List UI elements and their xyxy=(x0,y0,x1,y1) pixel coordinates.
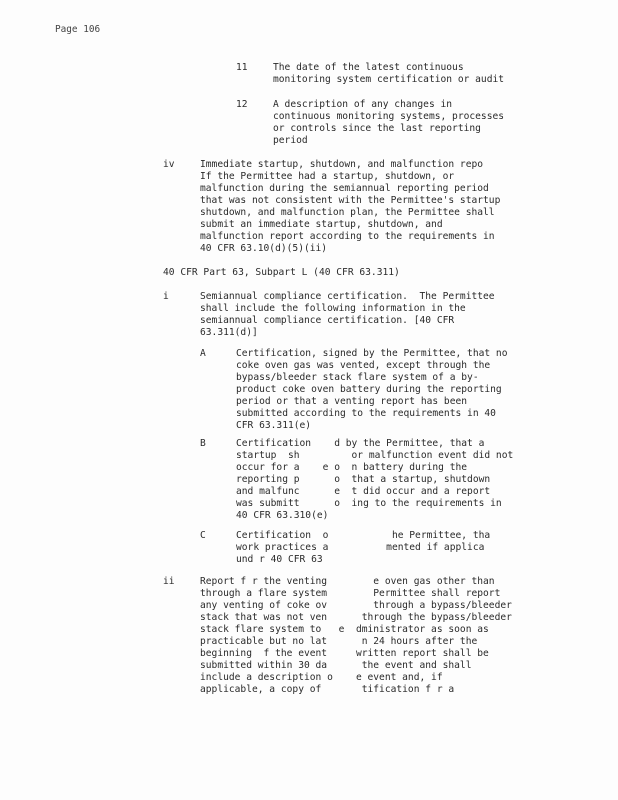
item-text-line: 40 CFR 63.10(d)(5)(ii) xyxy=(200,243,328,254)
page-number: Page 106 xyxy=(55,24,101,35)
item-text-line: or controls since the last reporting xyxy=(273,123,481,134)
item-text-line: product coke oven battery during the reporting xyxy=(236,384,502,395)
item-text-line: through a flare system Permittee shall report xyxy=(200,588,501,599)
item-text-line: monitoring system certification or audit xyxy=(273,74,505,85)
item-text-line: If the Permittee had a startup, shutdown, or xyxy=(200,171,455,182)
item-text-line: continuous monitoring systems, processes xyxy=(273,111,505,122)
item-text-line: period or that a venting report has been xyxy=(236,396,468,407)
item-text-line: any venting of coke ov through a bypass/bleeder xyxy=(200,600,512,611)
item-text-line: stack that was not ven through the bypass/bleeder xyxy=(200,612,512,623)
item-text-line: 63.311(d)] xyxy=(200,327,258,338)
item-text-line: stack flare system to e dministrator as soon as xyxy=(200,624,489,635)
item-marker: A xyxy=(200,348,206,359)
item-marker: iv xyxy=(163,159,175,170)
item-marker: ii xyxy=(163,576,175,587)
item-text-line: startup sh or malfunction event did not xyxy=(236,450,514,461)
item-text-line: beginning f the event written report shall be xyxy=(200,648,489,659)
item-text-line: include a description o e event and, if xyxy=(200,672,443,683)
item-text-line: semiannual compliance certification. [40 CFR xyxy=(200,315,455,326)
item-text-line: coke oven gas was vented, except through the xyxy=(236,360,491,371)
item-text-line: was submitt o ing to the requirements in xyxy=(236,498,502,509)
item-text-line: shutdown, and malfunction plan, the Permittee shall xyxy=(200,207,495,218)
item-text-line: Semiannual compliance certification. The Permittee xyxy=(200,291,495,302)
item-text-line: practicable but no lat n 24 hours after the xyxy=(200,636,478,647)
item-marker: 12 xyxy=(236,99,248,110)
item-text-line: Immediate startup, shutdown, and malfunction repo xyxy=(200,159,484,170)
item-text-line: submitted within 30 da the event and shall xyxy=(200,660,472,671)
item-text-line: occur for a e o n battery during the xyxy=(236,462,468,473)
item-text-line: that was not consistent with the Permittee's startup xyxy=(200,195,501,206)
item-text-line: work practices a mented if applica xyxy=(236,542,485,553)
item-marker: i xyxy=(163,291,169,302)
item-text-line: applicable, a copy of tification f r a xyxy=(200,684,455,695)
item-text-line: submitted according to the requirements in 40 xyxy=(236,408,496,419)
item-text-line: period xyxy=(273,135,308,146)
item-text-line: reporting p o that a startup, shutdown xyxy=(236,474,491,485)
item-marker: C xyxy=(200,530,206,541)
item-marker: 11 xyxy=(236,62,248,73)
item-marker: B xyxy=(200,438,206,449)
item-text-line: Certification d by the Permittee, that a xyxy=(236,438,485,449)
item-text-line: submit an immediate startup, shutdown, and xyxy=(200,219,443,230)
item-text-line: und r 40 CFR 63 xyxy=(236,554,323,565)
item-text-line: The date of the latest continuous xyxy=(273,62,464,73)
item-text-line: malfunction during the semiannual reporting period xyxy=(200,183,489,194)
item-text-line: Certification, signed by the Permittee, that no xyxy=(236,348,508,359)
item-text-line: Report f r the venting e oven gas other than xyxy=(200,576,495,587)
item-text-line: CFR 63.311(e) xyxy=(236,420,312,431)
item-text-line: bypass/bleeder stack flare system of a by- xyxy=(236,372,479,383)
item-text-line: malfunction report according to the requirements in xyxy=(200,231,495,242)
item-text-line: Certification o he Permittee, tha xyxy=(236,530,491,541)
section-heading: 40 CFR Part 63, Subpart L (40 CFR 63.311) xyxy=(163,267,400,278)
item-text-line: A description of any changes in xyxy=(273,99,453,110)
item-text-line: 40 CFR 63.310(e) xyxy=(236,510,329,521)
item-text-line: shall include the following information in the xyxy=(200,303,466,314)
item-text-line: and malfunc e t did occur and a report xyxy=(236,486,491,497)
